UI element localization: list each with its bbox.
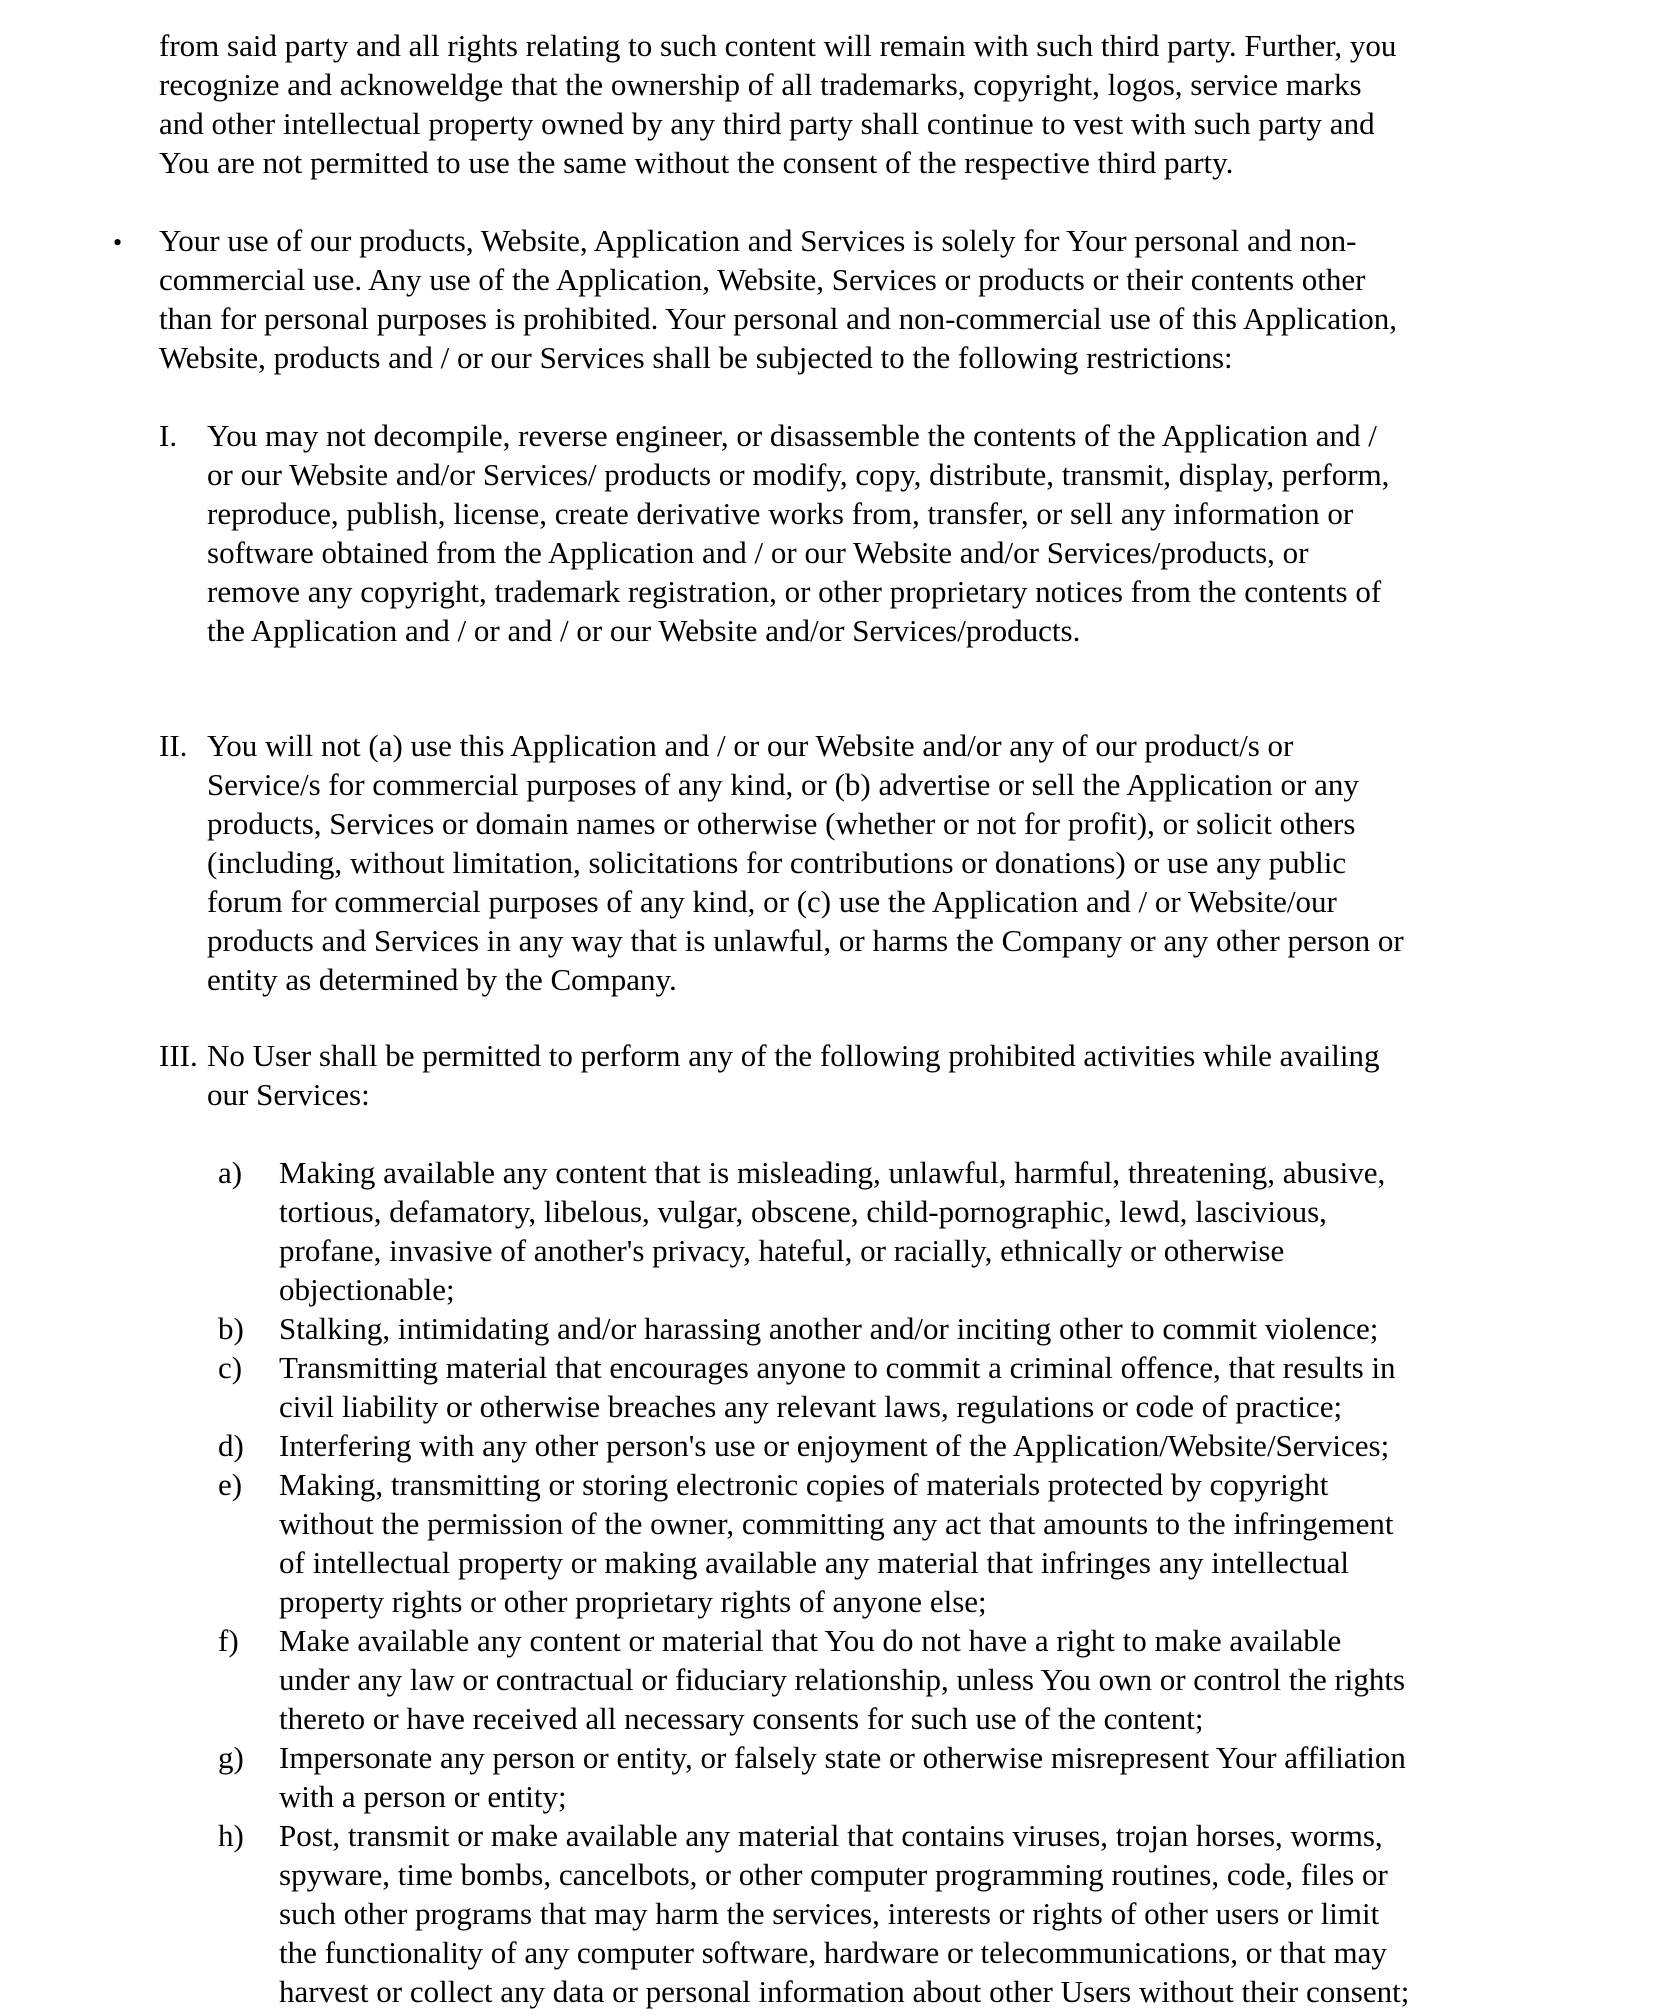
restriction-line: Service/s for commercial purposes of any kind, or (b) advertise or sell the Application or any [207, 767, 1359, 802]
bullet-icon: • [113, 228, 123, 257]
restriction-line: You will not (a) use this Application and / or our Website and/or any of our product/s or [207, 728, 1294, 763]
activity-line: harvest or collect any data or personal information about other Users without their consent; [279, 1974, 1410, 2009]
activity-line: tortious, defamatory, libelous, vulgar, obscene, child-pornographic, lewd, lascivious, [279, 1194, 1327, 1229]
activity-marker: c) [218, 1350, 243, 1385]
restriction-marker: I. [159, 418, 178, 453]
intro-line: You are not permitted to use the same without the consent of the respective third party. [159, 145, 1234, 180]
activity-line: profane, invasive of another's privacy, hateful, or racially, ethnically or otherwise [279, 1233, 1285, 1268]
bullet-line: than for personal purposes is prohibited. Your personal and non-commercial use of this Application, [159, 301, 1398, 336]
restriction-line: products, Services or domain names or otherwise (whether or not for profit), or solicit others [207, 806, 1356, 841]
activity-marker: b) [218, 1311, 244, 1346]
activity-line: spyware, time bombs, cancelbots, or other computer programming routines, code, files or [279, 1857, 1388, 1892]
activity-line: Making, transmitting or storing electronic copies of materials protected by copyright [279, 1467, 1329, 1502]
activity-line: without the permission of the owner, committing any act that amounts to the infringement [279, 1506, 1394, 1541]
activity-line: thereto or have received all necessary consents for such use of the content; [279, 1701, 1204, 1736]
activity-line: Stalking, intimidating and/or harassing another and/or inciting other to commit violence; [279, 1311, 1379, 1346]
activity-line: the functionality of any computer software, hardware or telecommunications, or that may [279, 1935, 1387, 1970]
activity-line: with a person or entity; [279, 1779, 567, 1814]
restriction-line: our Services: [207, 1077, 370, 1112]
restriction-line: remove any copyright, trademark registration, or other proprietary notices from the contents of [207, 574, 1382, 609]
restriction-line: or our Website and/or Services/ products or modify, copy, distribute, transmit, display, perform, [207, 457, 1390, 492]
intro-line: and other intellectual property owned by any third party shall continue to vest with such party and [159, 106, 1375, 141]
restriction-marker: II. [159, 728, 188, 763]
activity-line: Make available any content or material that You do not have a right to make available [279, 1623, 1342, 1658]
bullet-line: Your use of our products, Website, Application and Services is solely for Your personal and non- [159, 223, 1357, 258]
activity-marker: e) [218, 1467, 243, 1502]
activity-marker: h) [218, 1818, 244, 1853]
activity-line: Impersonate any person or entity, or falsely state or otherwise misrepresent Your affiliation [279, 1740, 1406, 1775]
restriction-line: reproduce, publish, license, create derivative works from, transfer, or sell any information or [207, 496, 1354, 531]
activity-line: Interfering with any other person's use or enjoyment of the Application/Website/Services; [279, 1428, 1390, 1463]
restriction-line: You may not decompile, reverse engineer, or disassemble the contents of the Application and / [207, 418, 1377, 453]
restriction-marker: III. [159, 1038, 198, 1073]
activity-line: under any law or contractual or fiduciary relationship, unless You own or control the rights [279, 1662, 1406, 1697]
bullet-line: Website, products and / or our Services shall be subjected to the following restrictions: [159, 340, 1233, 375]
restriction-line: No User shall be permitted to perform any of the following prohibited activities while availing [207, 1038, 1380, 1073]
restriction-line: forum for commercial purposes of any kind, or (c) use the Application and / or Website/our [207, 884, 1337, 919]
activity-marker: d) [218, 1428, 244, 1463]
restriction-line: the Application and / or and / or our Website and/or Services/products. [207, 613, 1081, 648]
activity-line: Post, transmit or make available any material that contains viruses, trojan horses, worms, [279, 1818, 1383, 1853]
activity-line: Transmitting material that encourages anyone to commit a criminal offence, that results in [279, 1350, 1396, 1385]
activity-line: such other programs that may harm the services, interests or rights of other users or limit [279, 1896, 1380, 1931]
restriction-line: entity as determined by the Company. [207, 962, 677, 997]
activity-marker: a) [218, 1155, 243, 1190]
restriction-line: products and Services in any way that is unlawful, or harms the Company or any other person or [207, 923, 1404, 958]
restriction-line: software obtained from the Application and / or our Website and/or Services/products, or [207, 535, 1309, 570]
activity-line: of intellectual property or making available any material that infringes any intellectual [279, 1545, 1349, 1580]
activity-line: Making available any content that is misleading, unlawful, harmful, threatening, abusive, [279, 1155, 1386, 1190]
bullet-line: commercial use. Any use of the Application, Website, Services or products or their contents other [159, 262, 1366, 297]
activity-line: property rights or other proprietary rights of anyone else; [279, 1584, 987, 1619]
activity-line: civil liability or otherwise breaches any relevant laws, regulations or code of practice; [279, 1389, 1343, 1424]
activity-marker: f) [218, 1623, 239, 1658]
intro-line: from said party and all rights relating to such content will remain with such third party. Further, you [159, 28, 1397, 63]
activity-line: objectionable; [279, 1272, 455, 1307]
activity-marker: g) [218, 1740, 244, 1775]
intro-line: recognize and acknoweldge that the ownership of all trademarks, copyright, logos, service marks [159, 67, 1362, 102]
restriction-line: (including, without limitation, solicitations for contributions or donations) or use any public [207, 845, 1347, 880]
